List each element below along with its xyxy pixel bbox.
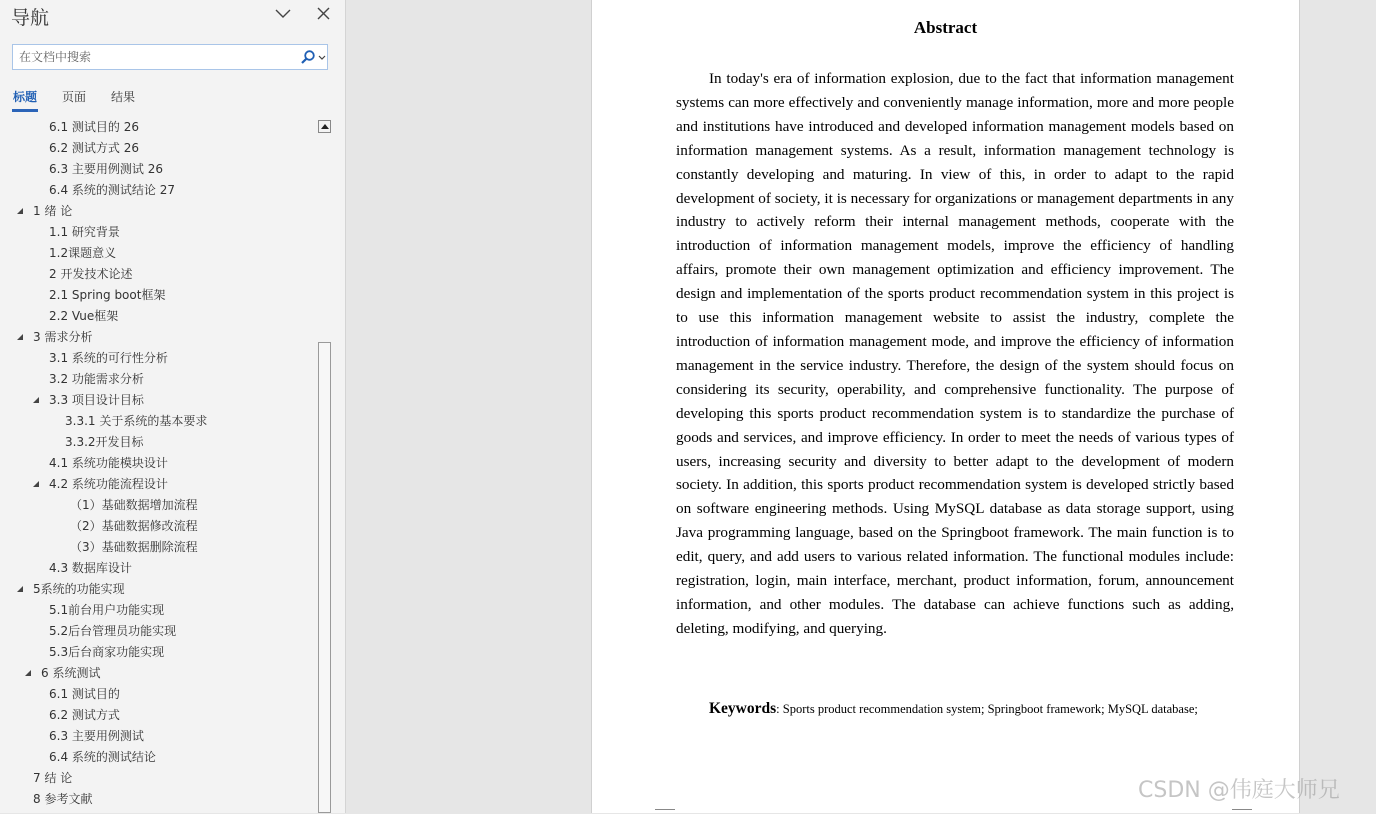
nav-heading-item[interactable] (0, 264, 316, 285)
abstract-title: Abstract (913, 18, 978, 37)
chevron-down-icon[interactable] (318, 55, 326, 61)
nav-heading-label: 2.1 Spring boot框架 (49, 288, 166, 302)
nav-close-button[interactable] (311, 2, 337, 26)
nav-heading-item[interactable] (0, 138, 316, 159)
nav-heading-label: 7 结 论 (33, 771, 73, 785)
tab-headings[interactable]: 标题 (13, 90, 38, 104)
nav-heading-item[interactable] (0, 159, 316, 180)
nav-heading-item[interactable] (0, 684, 316, 705)
nav-heading-item[interactable] (0, 348, 316, 369)
nav-heading-label: 3 需求分析 (33, 330, 93, 344)
nav-heading-label: 6 系统测试 (41, 666, 101, 680)
nav-heading-label: 5.1前台用户功能实现 (49, 603, 165, 617)
expand-triangle-icon[interactable] (33, 481, 39, 487)
nav-heading-item[interactable] (0, 117, 316, 138)
nav-heading-label: 5.3后台商家功能实现 (49, 645, 165, 659)
nav-heading-label: 3.3.2开发目标 (65, 435, 144, 449)
document-page[interactable] (591, 0, 1300, 813)
close-icon (311, 2, 337, 26)
keywords-text: : Sports product recommendation system; Springboot framework; MySQL database; (776, 702, 1198, 716)
nav-heading-label: 6.4 系统的测试结论 (49, 750, 156, 764)
nav-heading-label: （2）基础数据修改流程 (70, 519, 198, 533)
nav-heading-label: 6.1 测试目的 (49, 687, 120, 701)
nav-heading-item[interactable] (0, 201, 316, 222)
abstract-body: In today's era of information explosion, due to the fact that information management systems can more effectively and conveniently manage information, more and more people and institutions have introduced and developed information management models based on information management systems. As a result, information management technology is constantly developing and maturing. In view of this, in order to adapt to the rapid development of society, it is necessary for organizations or management departments in any industry to actively reform their internal management methods, cooperate with the introduction of information management models, improve the efficiency of handling affairs, promote their own management optimization and efficiency improvement. The design and implementation of the sports product recommendation system in this project is to use this information management website to assist the industry, complete the introduction of information management mode, and improve the efficiency of information management in the service industry. Therefore, the design of the system should focus on considering its security, operability, and comprehensive functionality. The purpose of developing this sports product recommendation system is to standardize the purchase of goods and services, and improve efficiency. In order to meet the needs of various types of users, increasing security and diversity to better adapt to the development of modern society. In addition, this sports product recommendation system is developed strictly based on software engineering methods. Using MySQL database as data storage support, using Java programming language, based on the Springboot framework. The main function is to edit, query, and add users to various related information. The functional modules include: registration, login, main interface, merchant, product information, forum, announcement information, and other modules. The database can achieve functions such as adding, deleting, modifying, and querying. (676, 70, 1234, 637)
nav-heading-label: （1）基础数据增加流程 (70, 498, 198, 512)
nav-heading-label: 6.3 主要用例测试 (49, 729, 144, 743)
expand-triangle-icon[interactable] (17, 208, 23, 214)
nav-heading-item[interactable] (0, 411, 316, 432)
nav-heading-item[interactable] (0, 222, 316, 243)
nav-heading-label: 4.2 系统功能流程设计 (49, 477, 168, 491)
keywords-paragraph (676, 693, 1234, 725)
nav-heading-item[interactable] (0, 579, 316, 600)
nav-heading-item[interactable] (0, 432, 316, 453)
page-margin-mark (1232, 809, 1252, 814)
nav-pane-title: 导航 (11, 7, 50, 29)
nav-heading-item[interactable] (0, 285, 316, 306)
tab-results[interactable]: 结果 (111, 90, 136, 104)
nav-scrollbar[interactable] (318, 120, 332, 813)
nav-heading-item[interactable] (0, 390, 316, 411)
search-input[interactable] (19, 48, 289, 66)
nav-heading-label: 6.2 测试方式 26 (49, 141, 139, 155)
search-icon[interactable] (300, 49, 316, 65)
nav-heading-item[interactable] (0, 747, 316, 768)
nav-heading-label: 2 开发技术论述 (49, 267, 133, 281)
navigation-pane (0, 0, 346, 813)
nav-heading-item[interactable] (0, 495, 316, 516)
nav-heading-item[interactable] (0, 180, 316, 201)
nav-heading-label: 3.2 功能需求分析 (49, 372, 144, 386)
nav-heading-label: 3.3 项目设计目标 (49, 393, 144, 407)
nav-heading-label: 6.4 系统的测试结论 27 (49, 183, 175, 197)
nav-heading-label: （3）基础数据删除流程 (70, 540, 198, 554)
nav-heading-item[interactable] (0, 705, 316, 726)
nav-heading-label: 8 参考文献 (33, 792, 93, 806)
active-tab-indicator (12, 109, 38, 112)
nav-heading-item[interactable] (0, 663, 316, 684)
nav-heading-item[interactable] (0, 327, 316, 348)
nav-heading-label: 6.2 测试方式 (49, 708, 120, 722)
nav-heading-label: 6.1 测试目的 26 (49, 120, 139, 134)
nav-options-button[interactable] (270, 2, 296, 26)
nav-heading-item[interactable] (0, 474, 316, 495)
watermark: CSDN @伟庭大师兄 (1138, 778, 1340, 803)
nav-heading-label: 1.1 研究背景 (49, 225, 120, 239)
nav-heading-label: 3.3.1 关于系统的基本要求 (65, 414, 208, 428)
tab-pages[interactable]: 页面 (62, 90, 87, 104)
nav-heading-item[interactable] (0, 537, 316, 558)
expand-triangle-icon[interactable] (33, 397, 39, 403)
nav-heading-label: 6.3 主要用例测试 26 (49, 162, 163, 176)
page-margin-mark (655, 809, 675, 814)
expand-triangle-icon[interactable] (17, 586, 23, 592)
scroll-thumb[interactable] (318, 342, 331, 813)
keywords-label: Keywords (709, 700, 777, 717)
nav-heading-label: 5.2后台管理员功能实现 (49, 624, 177, 638)
nav-heading-item[interactable] (0, 600, 316, 621)
nav-heading-item[interactable] (0, 243, 316, 264)
nav-heading-label: 3.1 系统的可行性分析 (49, 351, 168, 365)
nav-heading-label: 5系统的功能实现 (33, 582, 125, 596)
nav-heading-item[interactable] (0, 642, 316, 663)
nav-heading-item[interactable] (0, 726, 316, 747)
nav-heading-item[interactable] (0, 306, 316, 327)
nav-heading-item[interactable] (0, 789, 316, 810)
expand-triangle-icon[interactable] (17, 334, 23, 340)
nav-heading-item[interactable] (0, 369, 316, 390)
nav-heading-label: 4.3 数据库设计 (49, 561, 132, 575)
scroll-up-button[interactable] (318, 120, 331, 133)
heading-tree (0, 117, 316, 813)
nav-heading-item[interactable] (0, 621, 316, 642)
nav-heading-item[interactable] (0, 453, 316, 474)
nav-heading-item[interactable] (0, 516, 316, 537)
nav-heading-item[interactable] (0, 558, 316, 579)
nav-heading-item[interactable] (0, 768, 316, 789)
chevron-down-icon (270, 2, 296, 26)
nav-heading-label: 4.1 系统功能模块设计 (49, 456, 168, 470)
search-box[interactable] (12, 44, 328, 70)
expand-triangle-icon[interactable] (25, 670, 31, 676)
nav-heading-label: 2.2 Vue框架 (49, 309, 119, 323)
nav-heading-label: 1 绪 论 (33, 204, 73, 218)
nav-heading-label: 1.2课题意义 (49, 246, 117, 260)
